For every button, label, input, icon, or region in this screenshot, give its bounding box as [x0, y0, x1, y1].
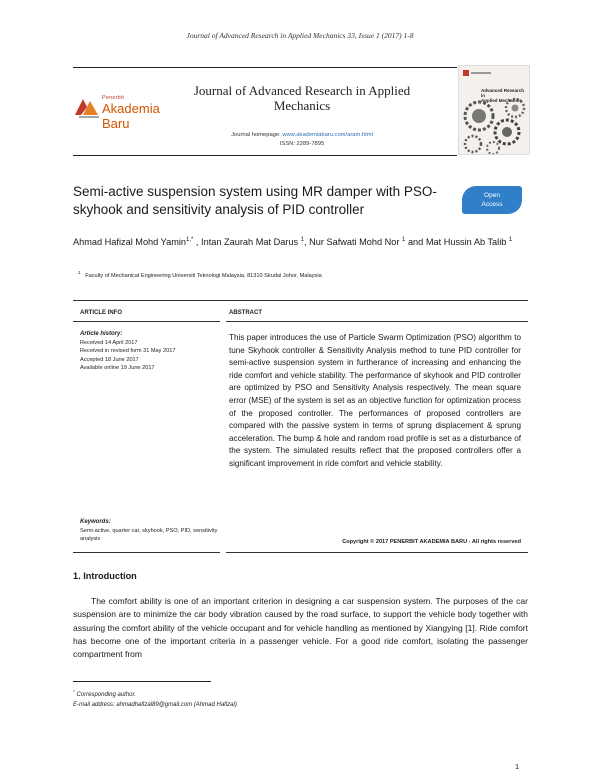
affiliation [78, 270, 528, 279]
history-item: Accepted 18 June 2017 [80, 356, 139, 363]
history-item: Received 14 April 2017 [80, 339, 138, 346]
corresponding-author-label: Corresponding author. [76, 692, 136, 698]
article-title: Semi-active suspension system using MR damper with PSO-skyhook and sensitivity analysis of PID controller [73, 184, 437, 217]
history-item: Available online 19 June 2017 [80, 365, 155, 372]
info-left-rule [73, 321, 220, 322]
copyright: Copyright © 2017 PENERBIT AKADEMIA BARU - All rights reserved [342, 539, 521, 545]
author-separator: , [193, 237, 202, 248]
journal-title: Journal of Advanced Research in Applied Mechanics [193, 83, 411, 113]
info-right-rule [226, 321, 528, 322]
introduction-paragraph: The comfort ability is one of an important criterion in designing a car suspension system. The purposes of the car suspension are to minimize the car body vibration caused by the road surface, to support the vehicle body together with assuring the comfort ability of the vehicle occupant and for vehicle handling as mentioned by Xiangying [1]. Ride comfort has become one of the important criteria in a passenger vehicle. For a good ride comfort, isolating the passenger compartment from [73, 596, 528, 660]
history-title: Article history: [80, 331, 123, 337]
cover-title [481, 88, 527, 103]
keywords-block [80, 518, 220, 544]
author-affil-sup: 1 [508, 237, 513, 243]
author-list [73, 233, 528, 249]
footnote [73, 687, 373, 710]
author-affil-sup: 1 [300, 237, 304, 243]
corresponding-email: E-mail address: ahmadhafizal89@gmail.com (Ahmad Hafizal) [73, 702, 237, 708]
abstract-heading: ABSTRACT [229, 310, 262, 316]
header-top-rule [73, 67, 457, 68]
homepage-label: Journal homepage: [231, 132, 281, 138]
publisher-name: Akademia Baru [102, 101, 160, 131]
journal-cover-thumbnail [458, 65, 530, 155]
info-bottom-left-rule [73, 552, 220, 553]
publisher-logo [73, 95, 188, 131]
footnote-marker: * [73, 689, 75, 694]
cover-title-line1: Advanced Research in [481, 88, 525, 98]
author-name: Intan Zaurah Mat Darus [201, 237, 299, 248]
cover-gears-image [459, 66, 529, 154]
author-name: Nur Safwati Mohd Nor [309, 237, 400, 248]
article-info-heading: ARTICLE INFO [80, 310, 122, 316]
section-heading-introduction: 1. Introduction [73, 571, 137, 581]
keywords-title: Keywords: [80, 519, 111, 525]
homepage-link[interactable]: www.akademiabaru.com/aram.html [282, 132, 373, 138]
author-name: Mat Hussin Ab Talib [425, 237, 507, 248]
header-bottom-rule [73, 155, 457, 156]
footnote-rule [73, 681, 211, 682]
publisher-logo-icon [73, 95, 101, 119]
info-bottom-right-rule [226, 552, 528, 553]
introduction-text [73, 595, 528, 661]
abstract-text: This paper introduces the use of Particle Swarm Optimization (PSO) algorithm to tune Skyhook controller & Sensitivity Analysis method to tune PID controller for semi-active suspension system in furtherance of increasing and enhancing the ride comfort and vehicle stability. The performance of skyhook and PID controller are optimized by PSO and Sensitivity Analysis respectively. The mean square error (MSE) of the system is set as an objective function for optimization process of the proposed controller. The performances of proposed controllers are compared with the passive system in terms of sprung displacement & sprung acceleration. The bump & hole and random road profile is set as a disturbance of the system. The simulated results reflect that the proposed controllers offer a significant improvement in ride comfort and vehicle stability. [229, 333, 521, 468]
author-affil-sup: 1 [402, 237, 406, 243]
journal-homepage [186, 131, 418, 149]
info-top-rule [73, 300, 528, 301]
author-affil-sup: 1,* [186, 237, 194, 243]
publisher-small: Penerbit [102, 95, 125, 101]
issn: ISSN: 2289-7895 [279, 141, 325, 147]
history-item: Received in revised form 31 May 2017 [80, 348, 176, 355]
cover-title-line2: Applied Mechanics [481, 98, 522, 103]
author-separator: and [405, 237, 426, 248]
page-number: 1 [515, 762, 520, 771]
running-header: Journal of Advanced Research in Applied Mechanics 33, Issue 1 (2017) 1-8 [186, 31, 414, 40]
author-name: Ahmad Hafizal Mohd Yamin [73, 237, 187, 248]
open-access-line1: Open [484, 192, 500, 199]
keywords-text: Semi-active, quarter car, skyhook, PSO, PID, sensitivity analysis [80, 527, 218, 543]
affiliation-number: 1 [78, 270, 81, 275]
open-access-badge[interactable] [462, 186, 522, 214]
affiliation-text: Faculty of Mechanical Engineering Universiti Teknologi Malaysia, 81310 Skudai Johor, Malaysia [85, 272, 322, 279]
author-separator: , [303, 237, 310, 248]
article-history [80, 330, 220, 373]
open-access-line2: Access [481, 201, 503, 208]
